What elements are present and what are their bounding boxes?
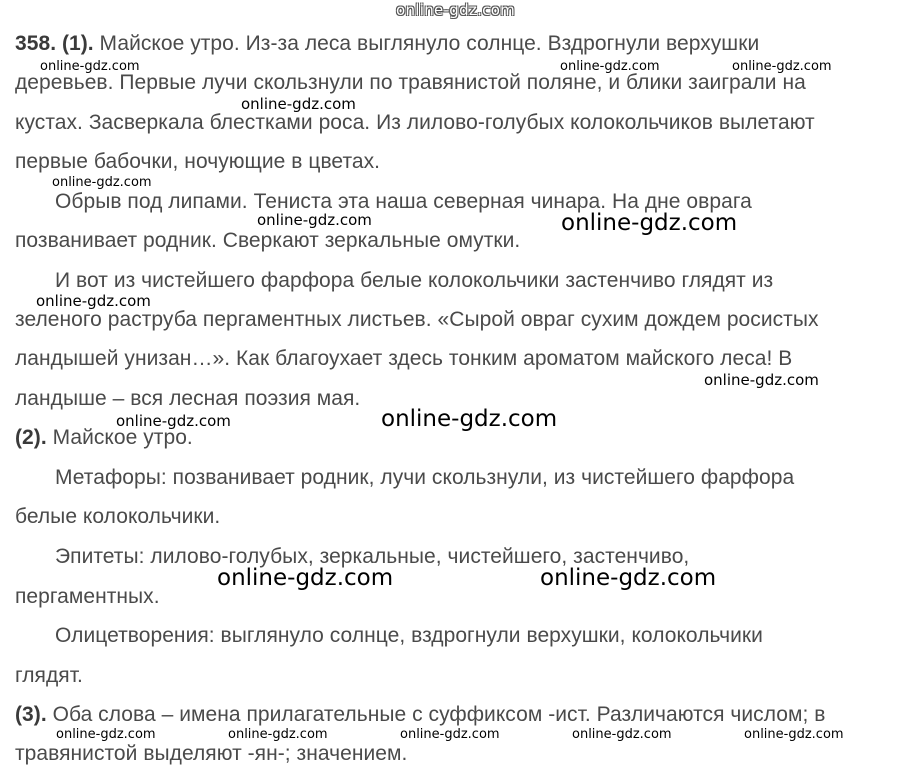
- watermark: online-gdz.com: [36, 292, 151, 310]
- watermark: online-gdz.com: [744, 727, 844, 742]
- text-line: белые колокольчики.: [15, 505, 221, 528]
- text-line: [15, 703, 825, 727]
- watermark: online-gdz.com: [116, 412, 231, 430]
- watermark: online-gdz.com: [241, 95, 356, 113]
- text-line: пергаментных.: [15, 585, 160, 608]
- watermark: online-gdz.com: [228, 727, 328, 742]
- answer-part-number: (2).: [15, 426, 47, 449]
- text-line: [15, 32, 759, 56]
- watermark: online-gdz.com: [561, 210, 738, 236]
- text-line: ландыше – вся лесная поэзия мая.: [15, 387, 361, 410]
- watermark: online-gdz.com: [540, 565, 717, 591]
- watermark: online-gdz.com: [56, 727, 156, 742]
- watermark: online-gdz.com: [704, 371, 819, 389]
- exercise-number: 358. (1).: [15, 32, 94, 55]
- watermark: online-gdz.com: [572, 727, 672, 742]
- text-line: кустах. Засверкала блестками роса. Из лилово-голубых колокольчиков вылетают: [15, 111, 815, 134]
- text-fragment: Оба слова – имена прилагательные с суффиксом -ист. Различаются числом; в: [46, 703, 826, 726]
- watermark: online-gdz.com: [381, 406, 558, 432]
- watermark: online-gdz.com: [400, 727, 500, 742]
- text-line: зеленого раструба пергаментных листьев. «Сырой овраг сухим дождем росистых: [15, 308, 819, 331]
- text-line: Обрыв под липами. Тениста эта наша северная чинара. На дне оврага: [55, 190, 752, 213]
- text-line: деревьев. Первые лучи скользнули по травянистой поляне, и блики заиграли на: [15, 71, 806, 94]
- watermark: online-gdz.com: [257, 211, 372, 229]
- answer-part-number: (3).: [15, 703, 47, 726]
- text-line: первые бабочки, ночующие в цветах.: [15, 150, 381, 173]
- text-line: И вот из чистейшего фарфора белые колокольчики застенчиво глядят из: [55, 269, 774, 292]
- watermark: online-gdz.com: [40, 59, 140, 74]
- text-line: травянистой выделяют -ян-; значением.: [15, 742, 408, 765]
- text-line: Эпитеты: лилово-голубых, зеркальные, чистейшего, застенчиво,: [55, 545, 690, 568]
- watermark: online-gdz.com: [52, 175, 152, 190]
- watermark: online-gdz.com: [560, 59, 660, 74]
- watermark: online-gdz.com: [396, 1, 516, 19]
- watermark: online-gdz.com: [732, 59, 832, 74]
- text-line: Олицетворения: выглянуло солнце, вздрогнули верхушки, колокольчики: [55, 624, 763, 647]
- text-fragment: Майское утро.: [46, 426, 193, 449]
- text-line: глядят.: [15, 664, 83, 687]
- text-fragment: Майское утро. Из-за леса выглянуло солнце. Вздрогнули верхушки: [93, 32, 760, 55]
- watermark: online-gdz.com: [217, 565, 394, 591]
- text-line: ландышей унизан…». Как благоухает здесь тонким ароматом майского леса! В: [15, 347, 793, 370]
- text-line: Метафоры: позванивает родник, лучи скользнули, из чистейшего фарфора: [55, 466, 795, 489]
- text-line: позванивает родник. Сверкают зеркальные омутки.: [15, 229, 521, 252]
